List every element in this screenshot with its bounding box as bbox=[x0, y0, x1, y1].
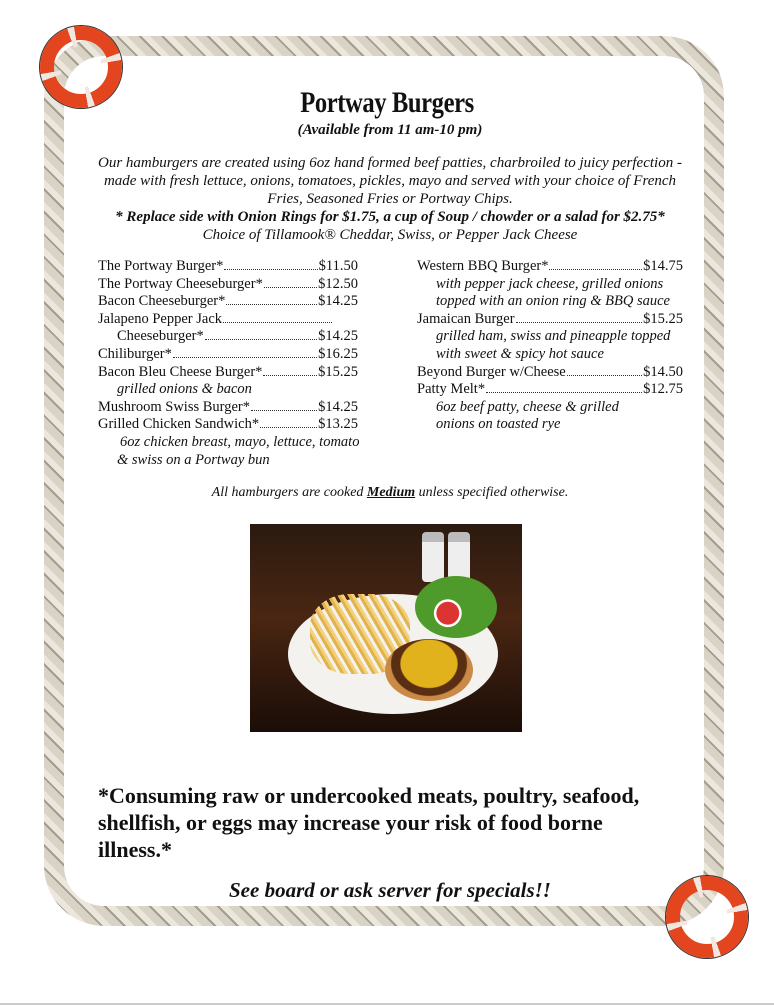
hours: (Available from 11 am-10 pm) bbox=[297, 122, 483, 138]
item-name: Cheeseburger* bbox=[117, 328, 204, 345]
item-description: with pepper jack cheese, grilled onions bbox=[436, 275, 664, 292]
item-price: $15.25 bbox=[318, 363, 358, 380]
cheese-choice: Choice of Tillamook® Cheddar, Swiss, or Pepper Jack Cheese bbox=[202, 227, 578, 243]
burger-photo bbox=[250, 524, 522, 732]
item-name: Western BBQ Burger* bbox=[417, 258, 549, 274]
item-name: Jalapeno Pepper Jack bbox=[98, 310, 223, 327]
intro-text: Our hamburgers are created using 6oz hand formed beef patties, charbroiled to juicy perfection - made with fresh lettuce, onions, tomatoes, pickles, mayo and served with your choice of French Fries, Seasoned Fries or Portway Chips. bbox=[98, 155, 682, 207]
item-price: $14.25 bbox=[318, 293, 358, 310]
item-name: The Portway Cheeseburger* bbox=[98, 275, 263, 292]
item-description: onions on toasted rye bbox=[436, 416, 561, 433]
food-safety-warning: *Consuming raw or undercooked meats, poultry, seafood, shellfish, or eggs may increase your risk of food borne illness.* bbox=[98, 783, 640, 862]
item-description: topped with an onion ring & BBQ sauce bbox=[436, 293, 670, 310]
item-name: Chiliburger* bbox=[98, 345, 172, 362]
cooked-note bbox=[90, 485, 690, 501]
menu-item bbox=[98, 346, 358, 364]
item-name: Grilled Chicken Sandwich* bbox=[98, 416, 260, 433]
item-name: The Portway Burger* bbox=[98, 258, 224, 274]
item-price: $15.25 bbox=[643, 310, 683, 327]
item-name: Mushroom Swiss Burger* bbox=[98, 398, 250, 415]
menu-item-cont bbox=[98, 328, 358, 346]
item-name: Jamaican Burger bbox=[417, 310, 515, 327]
menu-right-column bbox=[417, 258, 683, 434]
item-name: Patty Melt* bbox=[417, 381, 486, 398]
menu-left-column bbox=[98, 258, 358, 469]
replace-side-note: * Replace side with Onion Rings for $1.75, a cup of Soup / chowder or a salad for $2.75* bbox=[115, 209, 665, 225]
lettuce-tomato bbox=[415, 576, 497, 638]
cooked-note-text: unless specified otherwise. bbox=[415, 485, 569, 500]
item-name: Beyond Burger w/Cheese bbox=[417, 363, 566, 380]
menu-item bbox=[417, 364, 683, 382]
item-price: $14.25 bbox=[318, 398, 358, 415]
item-price: $13.25 bbox=[318, 416, 358, 433]
burger bbox=[385, 639, 473, 701]
item-description: & swiss on a Portway bun bbox=[117, 451, 270, 468]
pepper-shaker bbox=[448, 532, 470, 582]
menu-item bbox=[417, 311, 683, 329]
menu-item bbox=[98, 311, 333, 329]
item-description: 6oz chicken breast, mayo, lettuce, tomato bbox=[120, 433, 360, 450]
menu-item bbox=[98, 276, 358, 294]
item-name: Bacon Cheeseburger* bbox=[98, 293, 226, 310]
item-price: $14.25 bbox=[318, 328, 358, 345]
menu-item bbox=[98, 293, 358, 311]
intro bbox=[90, 154, 690, 244]
item-price: $14.50 bbox=[643, 363, 683, 380]
item-price: $14.75 bbox=[643, 258, 683, 274]
item-description: with sweet & spicy hot sauce bbox=[436, 345, 604, 362]
item-price: $12.50 bbox=[318, 275, 358, 292]
item-description: 6oz beef patty, cheese & grilled bbox=[436, 398, 619, 415]
page-title: Portway Burgers bbox=[300, 86, 474, 119]
cooked-note-text: All hamburgers are cooked bbox=[211, 485, 367, 500]
menu-item bbox=[98, 364, 358, 382]
menu-item bbox=[98, 399, 358, 417]
menu-item bbox=[417, 381, 683, 399]
item-description: grilled onions & bacon bbox=[117, 381, 252, 398]
menu-item bbox=[98, 416, 358, 434]
menu-item bbox=[98, 258, 358, 276]
menu-item bbox=[417, 258, 683, 276]
specials-note: See board or ask server for specials!! bbox=[229, 878, 551, 902]
cooked-note-emphasis: Medium bbox=[366, 485, 416, 500]
salt-shaker bbox=[422, 532, 444, 582]
item-price: $11.50 bbox=[318, 258, 358, 274]
item-price: $12.75 bbox=[643, 381, 683, 398]
item-description: grilled ham, swiss and pineapple topped bbox=[436, 328, 671, 345]
item-price: $16.25 bbox=[318, 345, 358, 362]
item-name: Bacon Bleu Cheese Burger* bbox=[98, 363, 263, 380]
